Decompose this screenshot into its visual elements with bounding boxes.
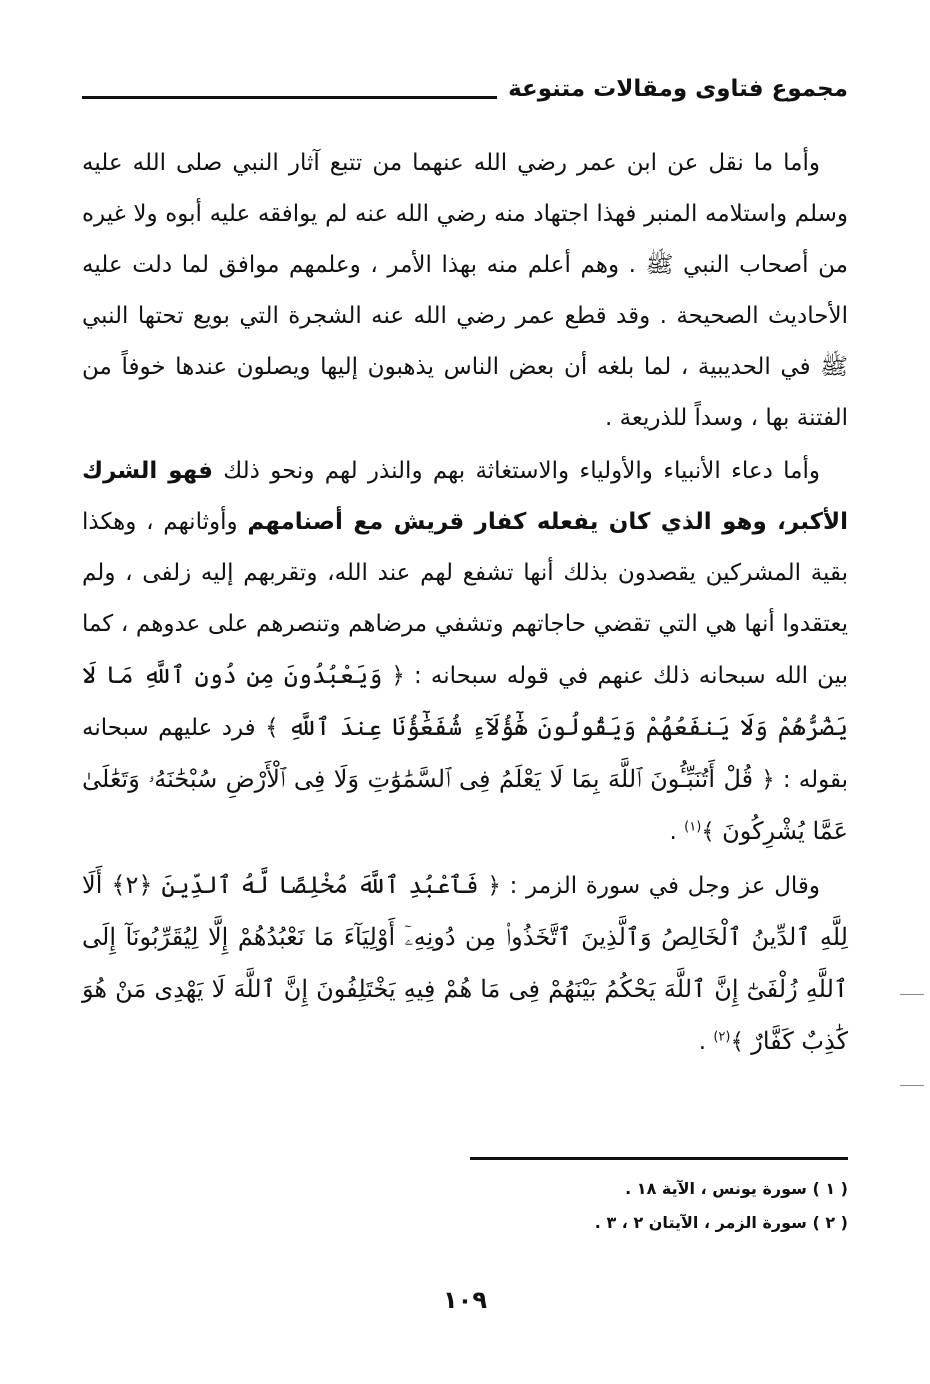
book-title: مجموع فتاوى ومقالات متنوعة xyxy=(508,76,848,102)
page-number: ١٠٩ xyxy=(443,1286,487,1314)
paragraph-continuation: وأوثانهم ، وهكذا بقية المشركين يقصدون بذلك أنها تشفع لهم عند الله، وتقربهم إليه زلفى ، ولم يعتقدوا أنها هي التي تقضي حاجاتهم وتشفي مرضاهم وتنصرهم على عدوهم ، كما بين الله سبحانه ذلك عنهم في قوله سبحانه : xyxy=(82,509,849,689)
paragraph-middle: فرد عليهم سبحانه بقوله : xyxy=(82,715,849,793)
main-text xyxy=(82,138,848,1068)
margin-mark xyxy=(900,994,924,995)
footnote-1: ( ١ ) سورة يونس ، الآية ١٨ . xyxy=(625,1179,848,1198)
quran-verse-yunus-part1: وَيَعْبُدُونَ مِن دُونِ ٱللَّهِ مَا لَا يَضُرُّهُمْ وَلَا يَنفَعُهُمْ وَيَقُولُونَ هَٰٓؤُلَآءِ شُفَعَٰٓؤُنَا عِندَ ٱللَّهِ xyxy=(82,661,849,741)
paragraph-ibn-umar: وأما ما نقل عن ابن عمر رضي الله عنهما من تتبع آثار النبي صلى الله عليه وسلم واستلامه المنبر فهذا اجتهاد منه رضي الله عنه لم يوافقه عليه أبوه ولا غيره من أصحاب النبي ﷺ . وهم أعلم منه بهذا الأمر ، وعلمهم موافق لما دلت عليه الأحاديث الصحيحة . وقد قطع عمر رضي الله عنه الشجرة التي بويع تحتها النبي ﷺ في الحديبية ، لما بلغه أن بعض الناس يذهبون إليها ويصلون عندها خوفاً من الفتنة بها ، وسداً للذريعة . xyxy=(82,150,848,431)
paragraph-lead: وأما دعاء الأنبياء والأولياء والاستغاثة بهم والنذر لهم ونحو ذلك xyxy=(223,458,821,484)
footnote-2: ( ٢ ) سورة الزمر ، الآيتان ٢ ، ٣ . xyxy=(594,1213,848,1232)
quran-open-bracket: ﴿ xyxy=(761,767,775,793)
header-rule xyxy=(82,96,497,99)
footnote-ref-1: (١) xyxy=(684,819,702,835)
footnote-ref-2: (٢) xyxy=(713,1029,731,1045)
running-header xyxy=(82,72,848,106)
quran-close-bracket: ﴾ xyxy=(730,1029,744,1055)
quran-open-bracket: ﴿ xyxy=(391,663,405,689)
quran-verse-yunus-part2: قُلْ أَتُنَبِّـُٔونَ ٱللَّهَ بِمَا لَا يَعْلَمُ فِى ٱلسَّمَٰوَٰتِ وَلَا فِى ٱلْأَرْضِ سُبْحَٰنَهُۥ وَتَعَٰلَىٰ عَمَّا يُشْرِكُونَ xyxy=(82,765,848,845)
margin-mark xyxy=(900,1085,924,1086)
paragraph-lead: وقال عز وجل في سورة الزمر : xyxy=(509,873,821,899)
quran-verse-zumar: فَٱعْبُدِ ٱللَّهَ مُخْلِصًا لَّهُ ٱلدِّينَ ﴿٢﴾ أَلَا لِلَّهِ ٱلدِّينُ ٱلْخَالِصُ وَٱلَّذِينَ ٱتَّخَذُوا۟ مِن دُونِهِۦٓ أَوْلِيَآءَ مَا نَعْبُدُهُمْ إِلَّا لِيُقَرِّبُونَآ إِلَى ٱللَّهِ زُلْفَىٰٓ إِنَّ ٱللَّهَ يَحْكُمُ بَيْنَهُمْ فِى مَا هُمْ فِيهِ يَخْتَلِفُونَ إِنَّ ٱللَّهَ لَا يَهْدِى مَنْ هُوَ كَٰذِبٌ كَفَّارٌ xyxy=(82,871,848,1055)
sentence-end: . xyxy=(698,1029,707,1055)
quran-close-bracket: ﴾ xyxy=(701,819,715,845)
quran-open-bracket: ﴿ xyxy=(487,873,501,899)
paragraph-shirk xyxy=(82,446,848,858)
paragraph-zumar xyxy=(82,860,848,1068)
quran-close-bracket: ﴾ xyxy=(265,715,279,741)
footnote-rule xyxy=(470,1157,848,1160)
sentence-end: . xyxy=(669,819,677,845)
bold-statement: فهو الشرك الأكبر، وهو الذي كان يفعله كفار قريش مع أصنامهم xyxy=(82,458,848,535)
footnotes xyxy=(82,1172,848,1240)
